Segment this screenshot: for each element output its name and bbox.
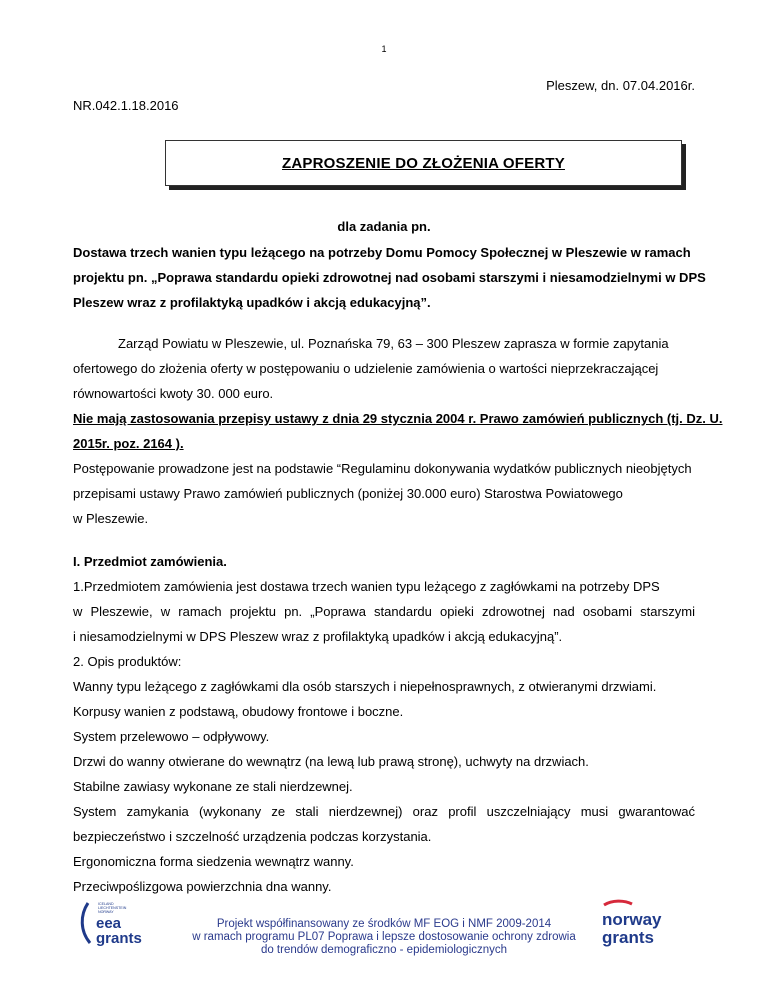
norway-logo-arc (604, 901, 632, 905)
section-line: 2. Opis produktów: (73, 654, 182, 669)
task-line: projektu pn. „Poprawa standardu opieki zdrowotnej nad osobami starszymi i niesamodzielnymi w DPS (73, 270, 706, 285)
section-line: bezpieczeństwo i szczelność urządzenia podczas korzystania. (73, 829, 432, 844)
section-line: Przeciwpoślizgowa powierzchnia dna wanny. (73, 879, 332, 894)
intro-line: Zarząd Powiatu w Pleszewie, ul. Poznańska 79, 63 – 300 Pleszew zaprasza w formie zapytania (118, 336, 669, 351)
section-line: Korpusy wanien z podstawą, obudowy frontowe i boczne. (73, 704, 404, 719)
section-line: Stabilne zawiasy wykonane ze stali nierdzewnej. (73, 779, 353, 794)
section-line: 1.Przedmiotem zamówienia jest dostawa trzech wanien typu leżącego z zagłówkami na potrzeby DPS (73, 579, 660, 594)
section-line: System przelewowo – odpływowy. (73, 729, 270, 744)
intro-line: ofertowego do złożenia oferty w postępowaniu o udzielenie zamówienia o wartości nieprzekraczającej (73, 361, 659, 376)
section-line: w Pleszewie, w ramach projektu pn. „Poprawa standardu opieki zdrowotnej nad osobami starszymi (73, 604, 695, 619)
law-line: 2015r. poz. 2164 ). (73, 436, 184, 451)
task-line: Dostawa trzech wanien typu leżącego na potrzeby Domu Pomocy Społecznej w Pleszewie w ramach (73, 245, 691, 260)
procedure-line: Postępowanie prowadzone jest na podstawie “Regulaminu dokonywania wydatków publicznych nieobjętych (73, 461, 692, 476)
law-line: Nie mają zastosowania przepisy ustawy z dnia 29 stycznia 2004 r. Prawo zamówień publicznych (tj. Dz. U. (73, 411, 723, 426)
task-heading: dla zadania pn. (337, 219, 431, 234)
intro-line: równowartości kwoty 30. 000 euro. (73, 386, 274, 401)
procedure-line: przepisami ustawy Prawo zamówień publicznych (poniżej 30.000 euro) Starostwa Powiatowego (73, 486, 623, 501)
norway-logo-line2: grants (602, 928, 654, 947)
page-number: 1 (381, 44, 387, 54)
eea-logo-line2: grants (96, 930, 142, 947)
eea-country: ICELAND (98, 902, 114, 906)
document-title: ZAPROSZENIE DO ZŁOŻENIA OFERTY (282, 154, 565, 172)
task-line: Pleszew wraz z profilaktyką upadków i akcją edukacyjną”. (73, 295, 431, 310)
eea-logo-line1: eea (96, 915, 122, 932)
section-line: Ergonomiczna forma siedzenia wewnątrz wanny. (73, 854, 354, 869)
section-heading: I. Przedmiot zamówienia. (73, 554, 227, 569)
footer-line: do trendów demograficzno - epidemiologicznych (260, 944, 508, 956)
title-box (165, 140, 682, 186)
eea-country: NORWAY (98, 910, 114, 914)
place-date: Pleszew, dn. 07.04.2016r. (546, 78, 695, 93)
procedure-line: w Pleszewie. (73, 511, 149, 526)
norway-grants-logo (600, 899, 682, 947)
section-line: Drzwi do wanny otwierane do wewnątrz (na lewą lub prawą stronę), uchwyty na drzwiach. (73, 754, 589, 769)
section-line: i niesamodzielnymi w DPS Pleszew wraz z profilaktyką upadków i akcją edukacyjną”. (73, 629, 563, 644)
reference-number: NR.042.1.18.2016 (73, 98, 179, 113)
section-line: System zamykania (wykonany ze stali nierdzewnej) oraz profil uszczelniający musi gwarantować (73, 804, 695, 819)
footer-line: w ramach programu PL07 Poprawa i lepsze dostosowanie ochrony zdrowia (192, 931, 576, 943)
norway-logo-line1: norway (602, 910, 662, 929)
section-line: Wanny typu leżącego z zagłówkami dla osób starszych i niepełnosprawnych, z otwieranymi drzwiami. (73, 679, 657, 694)
footer-line: Projekt współfinansowany ze środków MF EOG i NMF 2009-2014 (216, 918, 552, 930)
eea-country: LIECHTENSTEIN (98, 906, 127, 910)
